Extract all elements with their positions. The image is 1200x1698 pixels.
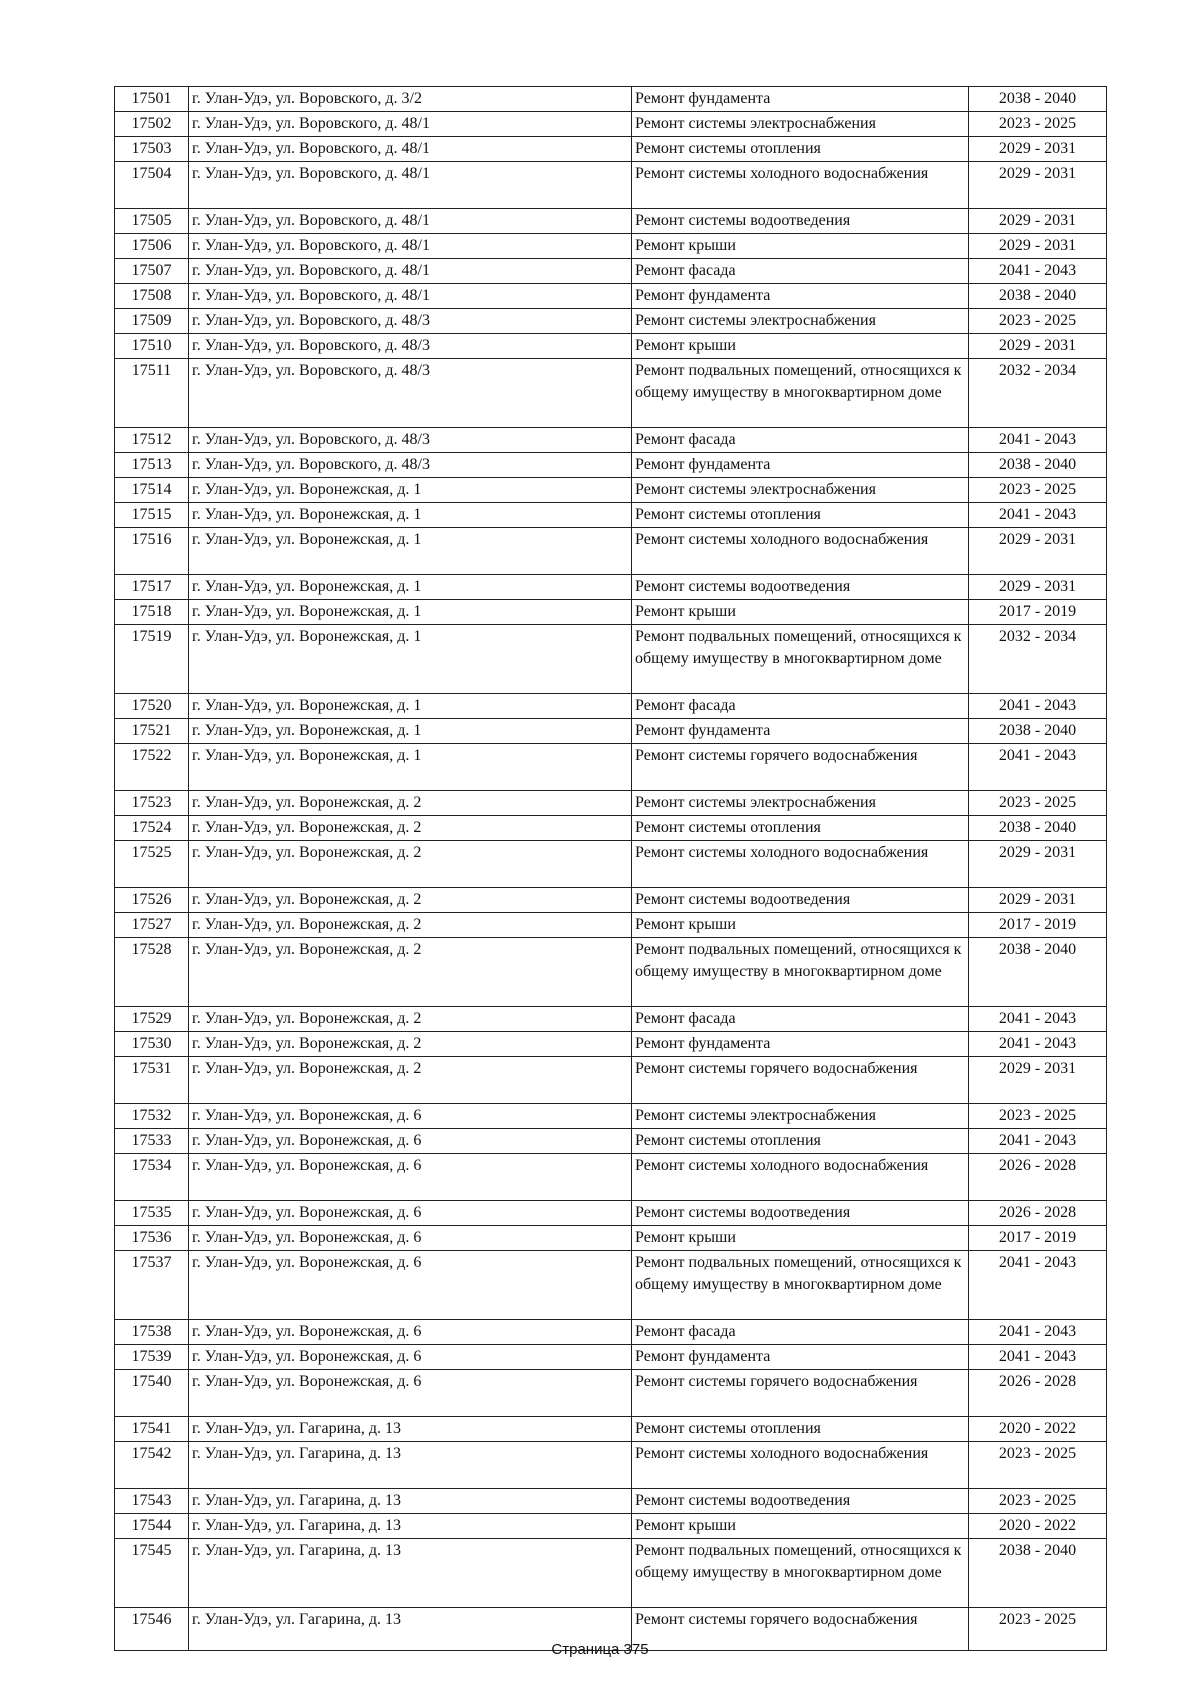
row-number-cell: 17516 [115,528,189,575]
address-cell: г. Улан-Удэ, ул. Воронежская, д. 2 [189,816,632,841]
work-type-cell: Ремонт системы электроснабжения [632,791,969,816]
row-number-cell: 17543 [115,1489,189,1514]
row-number-cell: 17517 [115,575,189,600]
table-row [115,453,1107,478]
work-type-cell: Ремонт системы электроснабжения [632,1104,969,1129]
table-row [115,234,1107,259]
period-cell: 2029 - 2031 [969,841,1107,888]
period-cell: 2029 - 2031 [969,334,1107,359]
address-cell: г. Улан-Удэ, ул. Воронежская, д. 2 [189,1007,632,1032]
period-cell: 2017 - 2019 [969,1226,1107,1251]
table-row [115,791,1107,816]
period-cell: 2041 - 2043 [969,1345,1107,1370]
work-type-cell: Ремонт подвальных помещений, относящихся к общему имуществу в многоквартирном доме [632,625,969,694]
address-cell: г. Улан-Удэ, ул. Гагарина, д. 13 [189,1539,632,1608]
work-type-cell: Ремонт фундамента [632,87,969,112]
row-number-cell: 17540 [115,1370,189,1417]
address-cell: г. Улан-Удэ, ул. Воронежская, д. 2 [189,791,632,816]
table-row [115,1129,1107,1154]
row-number-cell: 17525 [115,841,189,888]
address-cell: г. Улан-Удэ, ул. Воронежская, д. 6 [189,1154,632,1201]
table-row [115,309,1107,334]
work-type-cell: Ремонт системы горячего водоснабжения [632,1057,969,1104]
table-row [115,1539,1107,1608]
table-body [115,87,1107,1651]
table-row [115,1320,1107,1345]
table-row [115,528,1107,575]
address-cell: г. Улан-Удэ, ул. Гагарина, д. 13 [189,1489,632,1514]
table-row [115,1514,1107,1539]
work-type-cell: Ремонт системы отопления [632,1417,969,1442]
address-cell: г. Улан-Удэ, ул. Воронежская, д. 1 [189,503,632,528]
address-cell: г. Улан-Удэ, ул. Воровского, д. 48/3 [189,428,632,453]
row-number-cell: 17541 [115,1417,189,1442]
work-type-cell: Ремонт системы холодного водоснабжения [632,1154,969,1201]
row-number-cell: 17519 [115,625,189,694]
address-cell: г. Улан-Удэ, ул. Воронежская, д. 1 [189,719,632,744]
work-type-cell: Ремонт системы отопления [632,503,969,528]
row-number-cell: 17529 [115,1007,189,1032]
work-type-cell: Ремонт крыши [632,234,969,259]
address-cell: г. Улан-Удэ, ул. Воронежская, д. 1 [189,575,632,600]
period-cell: 2023 - 2025 [969,1489,1107,1514]
period-cell: 2029 - 2031 [969,209,1107,234]
work-type-cell: Ремонт системы водоотведения [632,1489,969,1514]
page-number: Страница 375 [551,1641,649,1658]
address-cell: г. Улан-Удэ, ул. Воронежская, д. 1 [189,744,632,791]
address-cell: г. Улан-Удэ, ул. Воронежская, д. 2 [189,913,632,938]
address-cell: г. Улан-Удэ, ул. Воровского, д. 48/1 [189,209,632,234]
table-row [115,816,1107,841]
address-cell: г. Улан-Удэ, ул. Воровского, д. 48/1 [189,284,632,309]
period-cell: 2041 - 2043 [969,1251,1107,1320]
work-type-cell: Ремонт системы водоотведения [632,888,969,913]
period-cell: 2017 - 2019 [969,913,1107,938]
table-row [115,841,1107,888]
table-row [115,334,1107,359]
period-cell: 2029 - 2031 [969,137,1107,162]
address-cell: г. Улан-Удэ, ул. Воровского, д. 48/1 [189,234,632,259]
table-row [115,503,1107,528]
row-number-cell: 17510 [115,334,189,359]
table-row [115,1370,1107,1417]
row-number-cell: 17524 [115,816,189,841]
period-cell: 2017 - 2019 [969,600,1107,625]
period-cell: 2038 - 2040 [969,816,1107,841]
table-row [115,1057,1107,1104]
work-type-cell: Ремонт системы водоотведения [632,209,969,234]
period-cell: 2041 - 2043 [969,428,1107,453]
table-row [115,719,1107,744]
row-number-cell: 17528 [115,938,189,1007]
work-type-cell: Ремонт системы электроснабжения [632,478,969,503]
period-cell: 2029 - 2031 [969,888,1107,913]
work-type-cell: Ремонт фасада [632,259,969,284]
address-cell: г. Улан-Удэ, ул. Воронежская, д. 1 [189,694,632,719]
row-number-cell: 17507 [115,259,189,284]
table-row [115,428,1107,453]
work-type-cell: Ремонт крыши [632,1226,969,1251]
address-cell: г. Улан-Удэ, ул. Воронежская, д. 6 [189,1226,632,1251]
work-type-cell: Ремонт фундамента [632,1345,969,1370]
work-type-cell: Ремонт системы отопления [632,137,969,162]
period-cell: 2032 - 2034 [969,359,1107,428]
period-cell: 2020 - 2022 [969,1514,1107,1539]
table-row [115,1201,1107,1226]
row-number-cell: 17526 [115,888,189,913]
period-cell: 2041 - 2043 [969,744,1107,791]
row-number-cell: 17521 [115,719,189,744]
address-cell: г. Улан-Удэ, ул. Воронежская, д. 6 [189,1129,632,1154]
period-cell: 2038 - 2040 [969,87,1107,112]
period-cell: 2041 - 2043 [969,694,1107,719]
row-number-cell: 17545 [115,1539,189,1608]
row-number-cell: 17505 [115,209,189,234]
table-row [115,1032,1107,1057]
address-cell: г. Улан-Удэ, ул. Воронежская, д. 6 [189,1201,632,1226]
work-type-cell: Ремонт фасада [632,428,969,453]
period-cell: 2023 - 2025 [969,112,1107,137]
table-row [115,938,1107,1007]
table-row [115,1251,1107,1320]
work-type-cell: Ремонт системы холодного водоснабжения [632,162,969,209]
table-row [115,625,1107,694]
address-cell: г. Улан-Удэ, ул. Гагарина, д. 13 [189,1608,632,1651]
row-number-cell: 17503 [115,137,189,162]
period-cell: 2041 - 2043 [969,259,1107,284]
address-cell: г. Улан-Удэ, ул. Гагарина, д. 13 [189,1417,632,1442]
address-cell: г. Улан-Удэ, ул. Воронежская, д. 1 [189,478,632,503]
work-type-cell: Ремонт крыши [632,334,969,359]
table-row [115,1417,1107,1442]
address-cell: г. Улан-Удэ, ул. Воронежская, д. 2 [189,1057,632,1104]
address-cell: г. Улан-Удэ, ул. Воровского, д. 48/3 [189,359,632,428]
address-cell: г. Улан-Удэ, ул. Воронежская, д. 6 [189,1104,632,1129]
row-number-cell: 17501 [115,87,189,112]
address-cell: г. Улан-Удэ, ул. Воронежская, д. 6 [189,1320,632,1345]
capital-repair-table [114,86,1107,1651]
work-type-cell: Ремонт подвальных помещений, относящихся к общему имуществу в многоквартирном доме [632,938,969,1007]
address-cell: г. Улан-Удэ, ул. Воронежская, д. 6 [189,1251,632,1320]
table-row [115,600,1107,625]
row-number-cell: 17504 [115,162,189,209]
address-cell: г. Улан-Удэ, ул. Воронежская, д. 6 [189,1370,632,1417]
period-cell: 2029 - 2031 [969,528,1107,575]
work-type-cell: Ремонт крыши [632,600,969,625]
period-cell: 2041 - 2043 [969,1007,1107,1032]
work-type-cell: Ремонт системы горячего водоснабжения [632,1370,969,1417]
address-cell: г. Улан-Удэ, ул. Воровского, д. 48/3 [189,309,632,334]
work-type-cell: Ремонт системы холодного водоснабжения [632,528,969,575]
address-cell: г. Улан-Удэ, ул. Воронежская, д. 2 [189,841,632,888]
address-cell: г. Улан-Удэ, ул. Воровского, д. 48/1 [189,259,632,284]
period-cell: 2038 - 2040 [969,1539,1107,1608]
period-cell: 2032 - 2034 [969,625,1107,694]
row-number-cell: 17502 [115,112,189,137]
address-cell: г. Улан-Удэ, ул. Воровского, д. 48/1 [189,162,632,209]
work-type-cell: Ремонт системы водоотведения [632,1201,969,1226]
address-cell: г. Улан-Удэ, ул. Воронежская, д. 2 [189,888,632,913]
table-row [115,112,1107,137]
table-row [115,1154,1107,1201]
row-number-cell: 17531 [115,1057,189,1104]
table-row [115,284,1107,309]
work-type-cell: Ремонт системы электроснабжения [632,309,969,334]
work-type-cell: Ремонт фундамента [632,284,969,309]
work-type-cell: Ремонт системы отопления [632,1129,969,1154]
row-number-cell: 17532 [115,1104,189,1129]
period-cell: 2041 - 2043 [969,1320,1107,1345]
work-type-cell: Ремонт крыши [632,913,969,938]
work-type-cell: Ремонт фасада [632,1320,969,1345]
row-number-cell: 17523 [115,791,189,816]
address-cell: г. Улан-Удэ, ул. Воровского, д. 48/3 [189,453,632,478]
period-cell: 2038 - 2040 [969,453,1107,478]
period-cell: 2020 - 2022 [969,1417,1107,1442]
table-row [115,1489,1107,1514]
table-row [115,888,1107,913]
table-row [115,575,1107,600]
row-number-cell: 17542 [115,1442,189,1489]
period-cell: 2023 - 2025 [969,309,1107,334]
row-number-cell: 17533 [115,1129,189,1154]
table-row [115,137,1107,162]
period-cell: 2026 - 2028 [969,1370,1107,1417]
work-type-cell: Ремонт фундамента [632,1032,969,1057]
row-number-cell: 17546 [115,1608,189,1651]
work-type-cell: Ремонт подвальных помещений, относящихся к общему имуществу в многоквартирном доме [632,1251,969,1320]
table-row [115,1104,1107,1129]
row-number-cell: 17518 [115,600,189,625]
table-row [115,694,1107,719]
address-cell: г. Улан-Удэ, ул. Воровского, д. 3/2 [189,87,632,112]
table-row [115,87,1107,112]
period-cell: 2038 - 2040 [969,719,1107,744]
row-number-cell: 17535 [115,1201,189,1226]
row-number-cell: 17544 [115,1514,189,1539]
table-row [115,259,1107,284]
period-cell: 2041 - 2043 [969,1129,1107,1154]
table-row [115,162,1107,209]
row-number-cell: 17522 [115,744,189,791]
period-cell: 2023 - 2025 [969,791,1107,816]
row-number-cell: 17527 [115,913,189,938]
work-type-cell: Ремонт фундамента [632,453,969,478]
period-cell: 2023 - 2025 [969,1442,1107,1489]
work-type-cell: Ремонт фасада [632,1007,969,1032]
address-cell: г. Улан-Удэ, ул. Воронежская, д. 1 [189,600,632,625]
period-cell: 2038 - 2040 [969,938,1107,1007]
table-row [115,913,1107,938]
work-type-cell: Ремонт системы водоотведения [632,575,969,600]
work-type-cell: Ремонт фасада [632,694,969,719]
row-number-cell: 17536 [115,1226,189,1251]
address-cell: г. Улан-Удэ, ул. Воровского, д. 48/1 [189,112,632,137]
work-type-cell: Ремонт системы отопления [632,816,969,841]
address-cell: г. Улан-Удэ, ул. Воровского, д. 48/1 [189,137,632,162]
row-number-cell: 17530 [115,1032,189,1057]
period-cell: 2038 - 2040 [969,284,1107,309]
address-cell: г. Улан-Удэ, ул. Воронежская, д. 2 [189,938,632,1007]
address-cell: г. Улан-Удэ, ул. Воронежская, д. 1 [189,528,632,575]
row-number-cell: 17508 [115,284,189,309]
work-type-cell: Ремонт подвальных помещений, относящихся к общему имуществу в многоквартирном доме [632,1539,969,1608]
table-row [115,744,1107,791]
period-cell: 2029 - 2031 [969,1057,1107,1104]
row-number-cell: 17513 [115,453,189,478]
address-cell: г. Улан-Удэ, ул. Гагарина, д. 13 [189,1514,632,1539]
period-cell: 2041 - 2043 [969,1032,1107,1057]
row-number-cell: 17537 [115,1251,189,1320]
work-type-cell: Ремонт крыши [632,1514,969,1539]
row-number-cell: 17506 [115,234,189,259]
row-number-cell: 17515 [115,503,189,528]
address-cell: г. Улан-Удэ, ул. Воронежская, д. 2 [189,1032,632,1057]
row-number-cell: 17520 [115,694,189,719]
row-number-cell: 17511 [115,359,189,428]
address-cell: г. Улан-Удэ, ул. Воровского, д. 48/3 [189,334,632,359]
table-row [115,1226,1107,1251]
row-number-cell: 17534 [115,1154,189,1201]
work-type-cell: Ремонт системы горячего водоснабжения [632,1608,969,1651]
table-row [115,478,1107,503]
address-cell: г. Улан-Удэ, ул. Воронежская, д. 6 [189,1345,632,1370]
table-row [115,359,1107,428]
work-type-cell: Ремонт подвальных помещений, относящихся к общему имуществу в многоквартирном доме [632,359,969,428]
row-number-cell: 17512 [115,428,189,453]
row-number-cell: 17514 [115,478,189,503]
work-type-cell: Ремонт системы горячего водоснабжения [632,744,969,791]
row-number-cell: 17509 [115,309,189,334]
table-row [115,1442,1107,1489]
period-cell: 2026 - 2028 [969,1154,1107,1201]
period-cell: 2029 - 2031 [969,575,1107,600]
period-cell: 2023 - 2025 [969,1104,1107,1129]
period-cell: 2026 - 2028 [969,1201,1107,1226]
row-number-cell: 17538 [115,1320,189,1345]
table-row [115,1007,1107,1032]
table-row [115,1345,1107,1370]
period-cell: 2041 - 2043 [969,503,1107,528]
work-type-cell: Ремонт системы холодного водоснабжения [632,1442,969,1489]
row-number-cell: 17539 [115,1345,189,1370]
period-cell: 2023 - 2025 [969,1608,1107,1651]
address-cell: г. Улан-Удэ, ул. Гагарина, д. 13 [189,1442,632,1489]
period-cell: 2029 - 2031 [969,234,1107,259]
table-row [115,209,1107,234]
address-cell: г. Улан-Удэ, ул. Воронежская, д. 1 [189,625,632,694]
period-cell: 2029 - 2031 [969,162,1107,209]
period-cell: 2023 - 2025 [969,478,1107,503]
work-type-cell: Ремонт системы холодного водоснабжения [632,841,969,888]
work-type-cell: Ремонт системы электроснабжения [632,112,969,137]
work-type-cell: Ремонт фундамента [632,719,969,744]
